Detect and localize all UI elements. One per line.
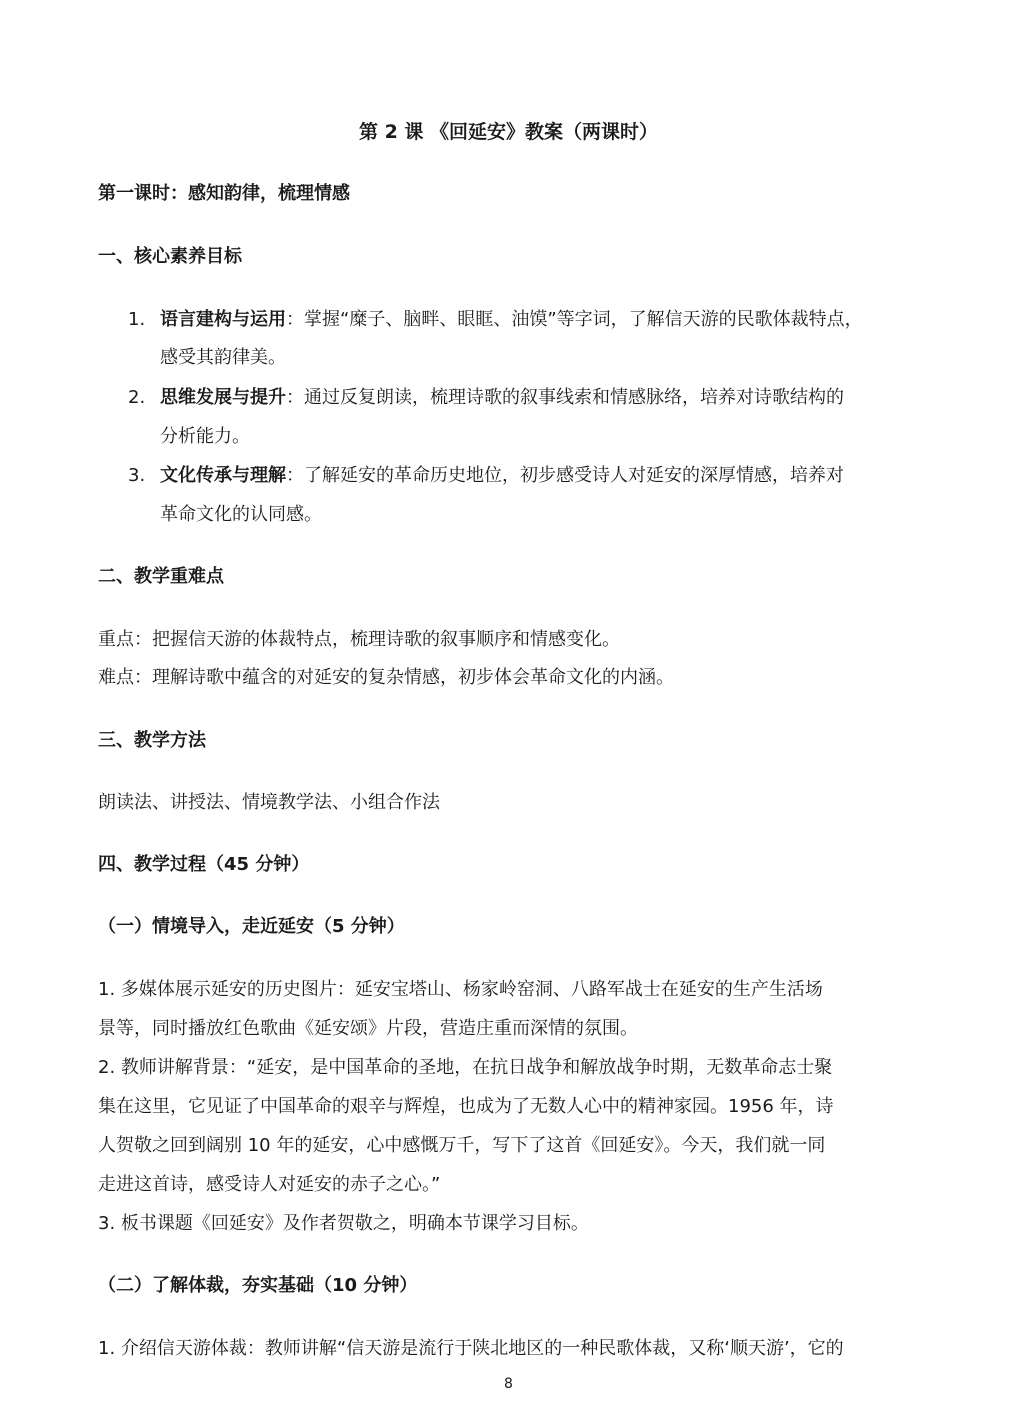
objective-text-continued: 革命文化的认同感。 bbox=[160, 504, 322, 525]
paragraph-line: 走进这首诗，感受诗人对延安的赤子之心。” bbox=[98, 1174, 441, 1195]
paragraph-line: 人贺敬之回到阔别 10 年的延安，心中感慨万千，写下了这首《回延安》。今天，我们就一同 bbox=[98, 1135, 826, 1156]
objective-item bbox=[128, 462, 844, 490]
paragraph-line: 景等，同时播放红色歌曲《延安颂》片段，营造庄重而深情的氛围。 bbox=[98, 1018, 638, 1039]
difficulty-text: 难点：理解诗歌中蕴含的对延安的复杂情感，初步体会革命文化的内涵。 bbox=[98, 667, 674, 688]
objective-text-continued: 感受其韵律美。 bbox=[160, 347, 286, 368]
paragraph-line: 集在这里，它见证了中国革命的艰辛与辉煌，也成为了无数人心中的精神家园。1956 年，诗 bbox=[98, 1096, 834, 1117]
lesson-heading: 第一课时：感知韵律，梳理情感 bbox=[98, 183, 350, 204]
objective-text: ：了解延安的革命历史地位，初步感受诗人对延安的深厚情感，培养对 bbox=[286, 465, 844, 486]
paragraph-line: 2. 教师讲解背景：“延安，是中国革命的圣地，在抗日战争和解放战争时期，无数革命志士聚 bbox=[98, 1057, 833, 1078]
subsection-heading-intro: （一）情境导入，走近延安（5 分钟） bbox=[98, 916, 405, 937]
objective-number: 2. bbox=[128, 387, 146, 408]
section-heading-key-points: 二、教学重难点 bbox=[98, 566, 224, 587]
section-heading-process: 四、教学过程（45 分钟） bbox=[98, 854, 310, 875]
objective-text: ：通过反复朗读，梳理诗歌的叙事线索和情感脉络，培养对诗歌结构的 bbox=[286, 387, 844, 408]
subsection-heading-genre: （二）了解体裁，夯实基础（10 分钟） bbox=[98, 1275, 418, 1296]
objective-text: ：掌握“糜子、脑畔、眼眶、油馍”等字词，了解信天游的民歌体裁特点， bbox=[286, 309, 863, 330]
document-title: 第 2 课 《回延安》教案（两课时） bbox=[358, 121, 659, 143]
objective-label: 语言建构与运用 bbox=[160, 309, 286, 330]
paragraph-line: 1. 介绍信天游体裁：教师讲解“信天游是流行于陕北地区的一种民歌体裁，又称‘顺天游’，它的 bbox=[98, 1338, 844, 1359]
objective-number: 1. bbox=[128, 309, 146, 330]
key-point-text: 重点：把握信天游的体裁特点，梳理诗歌的叙事顺序和情感变化。 bbox=[98, 629, 620, 650]
page-number: 8 bbox=[504, 1376, 513, 1392]
objective-item bbox=[128, 384, 844, 412]
objective-label: 文化传承与理解 bbox=[160, 465, 286, 486]
paragraph-line: 1. 多媒体展示延安的历史图片：延安宝塔山、杨家岭窑洞、八路军战士在延安的生产生活场 bbox=[98, 979, 823, 1000]
objective-label: 思维发展与提升 bbox=[160, 387, 286, 408]
section-heading-objectives: 一、核心素养目标 bbox=[98, 246, 242, 267]
paragraph-line: 3. 板书课题《回延安》及作者贺敬之，明确本节课学习目标。 bbox=[98, 1213, 589, 1234]
objective-text-continued: 分析能力。 bbox=[160, 426, 250, 447]
objective-number: 3. bbox=[128, 465, 146, 486]
methods-text: 朗读法、讲授法、情境教学法、小组合作法 bbox=[98, 792, 440, 813]
objective-item bbox=[128, 306, 863, 334]
section-heading-methods: 三、教学方法 bbox=[98, 730, 206, 751]
